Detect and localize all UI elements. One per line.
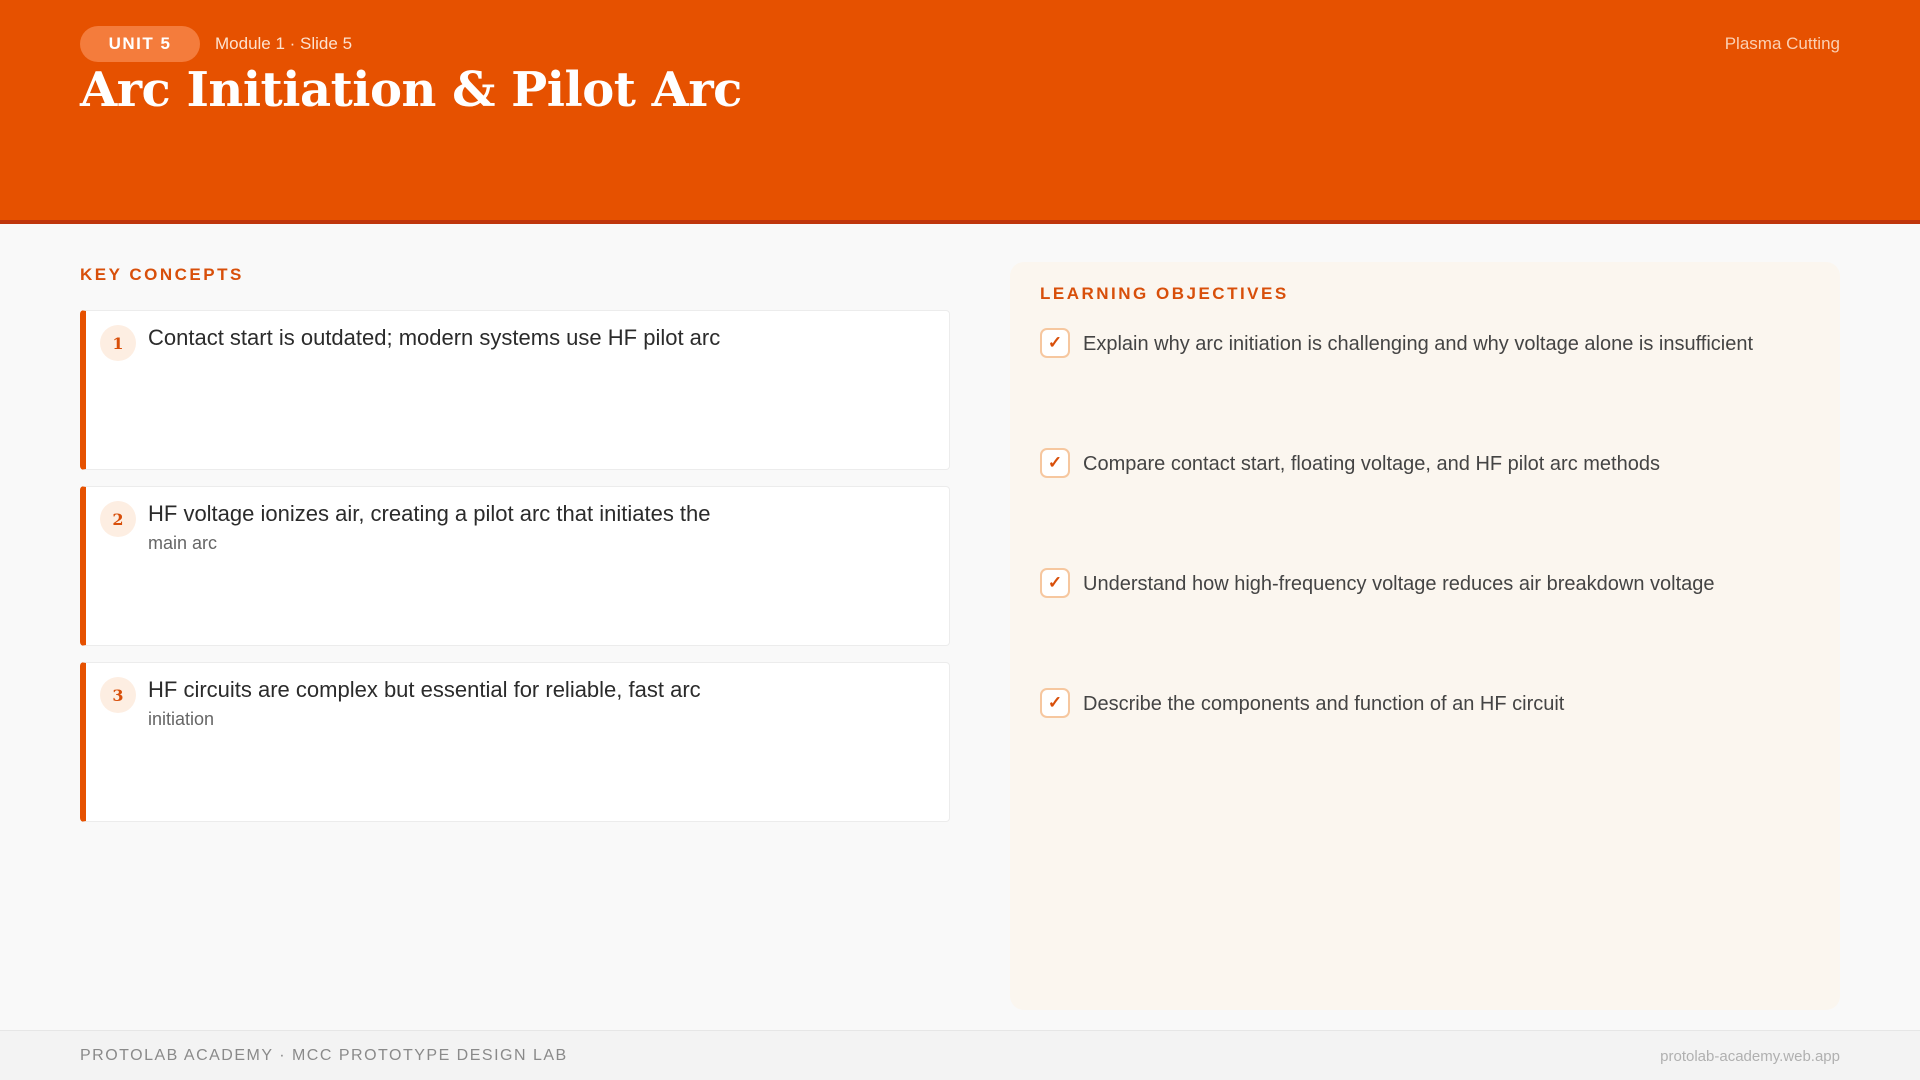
course-label: Plasma Cutting bbox=[1724, 34, 1840, 53]
concept-subtext: main arc bbox=[148, 533, 218, 553]
concept-text: Contact start is outdated; modern systems use HF pilot arc bbox=[148, 325, 721, 350]
concept-number-badge: 3 bbox=[100, 677, 136, 713]
concept-card-2 bbox=[80, 486, 950, 646]
concept-subtext: initiation bbox=[148, 709, 215, 729]
check-icon: ✓ bbox=[1040, 688, 1070, 718]
footer-org-label: PROTOLAB ACADEMY · MCC PROTOTYPE DESIGN LAB bbox=[80, 1047, 568, 1064]
check-icon: ✓ bbox=[1040, 448, 1070, 478]
objective-text: Describe the components and function of an HF circuit bbox=[1083, 693, 1565, 715]
learning-objectives-heading: LEARNING OBJECTIVES bbox=[1040, 284, 1289, 303]
concept-card-1 bbox=[80, 310, 950, 470]
page-title: Arc Initiation & Pilot Arc bbox=[80, 62, 742, 118]
module-slide-label: Module 1 · Slide 5 bbox=[215, 34, 353, 53]
slide-footer bbox=[0, 1030, 1920, 1080]
check-icon: ✓ bbox=[1040, 568, 1070, 598]
concept-card-3 bbox=[80, 662, 950, 822]
concept-text: HF circuits are complex but essential for reliable, fast arc bbox=[148, 677, 701, 702]
key-concepts-heading: KEY CONCEPTS bbox=[80, 265, 244, 284]
concept-text: HF voltage ionizes air, creating a pilot arc that initiates the bbox=[148, 501, 711, 526]
unit-badge: UNIT 5 bbox=[80, 26, 200, 62]
objective-text: Explain why arc initiation is challenging and why voltage alone is insufficient bbox=[1083, 333, 1754, 355]
slide-header bbox=[0, 0, 1920, 224]
concept-number-badge: 2 bbox=[100, 501, 136, 537]
footer-url: protolab-academy.web.app bbox=[1660, 1048, 1840, 1065]
check-icon: ✓ bbox=[1040, 328, 1070, 358]
concept-number-badge: 1 bbox=[100, 325, 136, 361]
objective-text: Compare contact start, floating voltage, and HF pilot arc methods bbox=[1083, 453, 1660, 475]
learning-objectives-panel bbox=[1010, 262, 1840, 1010]
objective-text: Understand how high-frequency voltage reduces air breakdown voltage bbox=[1083, 573, 1715, 595]
